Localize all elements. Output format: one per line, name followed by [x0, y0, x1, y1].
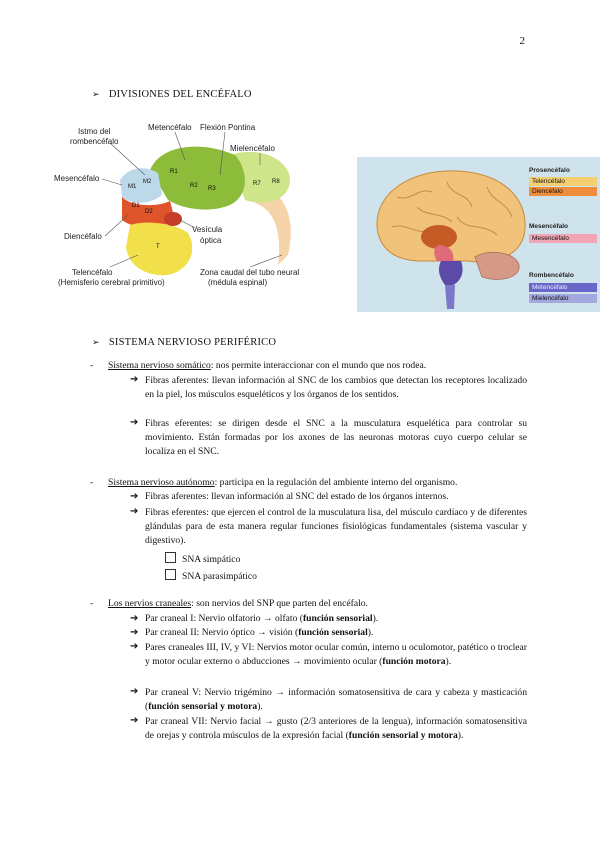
- label-zona: (médula espinal): [208, 278, 268, 287]
- legend-mesencefalo: Mesencéfalo: [529, 234, 597, 243]
- segment-code: M2: [143, 179, 152, 185]
- legend-rombencefalo: Rombencéfalo: [529, 272, 574, 279]
- segment-code: D2: [145, 209, 153, 215]
- segment-code: R3: [208, 186, 216, 192]
- label-vesicula: óptica: [200, 236, 222, 245]
- section-heading-divisiones: ➢ DIVISIONES DEL ENCÉFALO: [92, 89, 252, 100]
- legend-metencefalo: Metencéfalo: [529, 283, 597, 292]
- mielencefalo-region: [445, 285, 455, 309]
- page-number: 2: [519, 35, 525, 47]
- arrowhead-bullet-icon: ➢: [92, 89, 100, 99]
- segment-code: R2: [190, 183, 198, 189]
- legend-mesencefalo-heading: Mesencéfalo: [529, 223, 569, 230]
- label-zona: Zona caudal del tubo neural: [200, 268, 300, 277]
- item-autonomo-aferentes: Fibras aferentes: llevan información al SNC del estado de los órganos internos.: [145, 491, 449, 502]
- segment-code: R1: [170, 169, 178, 175]
- item-par-craneal-7: Par craneal VII: Nervio facial → gusto (2/3 anteriores de la lengua), información somatosensitiva de orejas y controla músculos de la expresión facial (función sensorial y motora).: [145, 716, 527, 741]
- checkbox-icon: [165, 569, 176, 580]
- item-pares-craneales-3-4-6: Pares craneales III, IV, y VI: Nervios motor ocular común, interno u oculomotor, patético o troclear y motor ocular externo o abducciones → movimiento ocular (función motora).: [145, 642, 527, 667]
- section-heading-snp: ➢ SISTEMA NERVIOSO PERIFÉRICO: [92, 337, 277, 348]
- dash-bullet: -: [90, 360, 94, 371]
- check-item-parasimpatico: SNA parasimpático: [165, 569, 257, 582]
- item-autonomo-eferentes: Fibras eferentes: que ejercen el control de la musculatura lisa, del músculo cardíaco y de diferentes glándulas para de esta manera regular funciones fisiológicas fundamentales (sistema vascular y digestivo).: [145, 507, 527, 546]
- segment-code: R7: [253, 181, 261, 187]
- adult-brain-figure: [357, 157, 600, 312]
- metencefalo-shape: [150, 147, 245, 210]
- arrow-bullet-icon: ➔: [130, 613, 139, 624]
- legend-prosencefalo: Prosencéfalo: [529, 167, 570, 174]
- label-telencefalo: Telencéfalo: [72, 268, 113, 277]
- segment-code: D1: [132, 203, 140, 209]
- embryonic-brain-figure: [50, 115, 350, 295]
- label-telencefalo: (Hemisferio cerebral primitivo): [58, 278, 165, 287]
- vesicula-optica-shape: [164, 212, 182, 226]
- cerebelo-region: [475, 252, 519, 279]
- bullet-autonomo: Sistema nervioso autónomo: participa en la regulación del ambiente interno del organismo.: [108, 477, 458, 488]
- label-metencefalo: Metencéfalo: [148, 123, 192, 132]
- label-mesencefalo: Mesencéfalo: [54, 174, 100, 183]
- check-item-simpatico: SNA simpático: [165, 552, 240, 565]
- label-istmo: rombencéfalo: [70, 137, 119, 146]
- arrow-bullet-icon: ➔: [130, 715, 139, 726]
- checkbox-icon: [165, 552, 176, 563]
- item-somatico-eferentes: Fibras eferentes: se dirigen desde el SNC a la musculatura esquelética para controlar su movimiento. Están formadas por los axones de las neuronas motoras cuyo cuerpo celular se localiza en el SNC.: [145, 418, 527, 457]
- segment-code: R8: [272, 179, 280, 185]
- mesencefalo-shape: [120, 168, 162, 203]
- legend-mielencefalo: Mielencéfalo: [529, 294, 597, 303]
- arrow-bullet-icon: ➔: [130, 627, 139, 638]
- segment-code: M1: [128, 184, 137, 190]
- arrow-bullet-icon: ➔: [130, 491, 139, 502]
- bullet-craneales: Los nervios craneales: son nervios del SNP que parten del encéfalo.: [108, 598, 368, 609]
- arrow-bullet-icon: ➔: [130, 686, 139, 697]
- arrowhead-bullet-icon: ➢: [92, 337, 100, 347]
- label-istmo: Istmo del: [78, 127, 111, 136]
- arrow-bullet-icon: ➔: [130, 417, 139, 428]
- label-flexion: Flexión Pontina: [200, 123, 256, 132]
- item-par-craneal-5: Par craneal V: Nervio trigémino → información somatosensitiva de cara y cabeza y masticación (función sensorial y motora).: [145, 687, 527, 712]
- dash-bullet: -: [90, 477, 94, 488]
- label-vesicula: Vesícula: [192, 225, 223, 234]
- legend-telencefalo: Telencéfalo: [529, 177, 597, 186]
- arrow-bullet-icon: ➔: [130, 641, 139, 652]
- legend-diencefalo: Diencéfalo: [529, 187, 597, 196]
- item-somatico-aferentes: Fibras aferentes: llevan información al SNC de los cambios que detectan los receptores localizado en la piel, los músculos esqueléticos y los órganos de los sentidos.: [145, 375, 527, 400]
- item-par-craneal-1: Par craneal I: Nervio olfatorio → olfato (función sensorial).: [145, 613, 379, 624]
- arrow-bullet-icon: ➔: [130, 506, 139, 517]
- item-par-craneal-2: Par craneal II: Nervio óptico → visión (función sensorial).: [145, 627, 374, 638]
- bullet-somatico: Sistema nervioso somático: nos permite interaccionar con el mundo que nos rodea.: [108, 360, 427, 371]
- label-mielencefalo: Mielencéfalo: [230, 144, 275, 153]
- arrow-bullet-icon: ➔: [130, 374, 139, 385]
- label-diencefalo: Diencéfalo: [64, 232, 102, 241]
- metencefalo-region: [439, 261, 463, 285]
- dash-bullet: -: [90, 598, 94, 609]
- segment-code: T: [156, 244, 160, 250]
